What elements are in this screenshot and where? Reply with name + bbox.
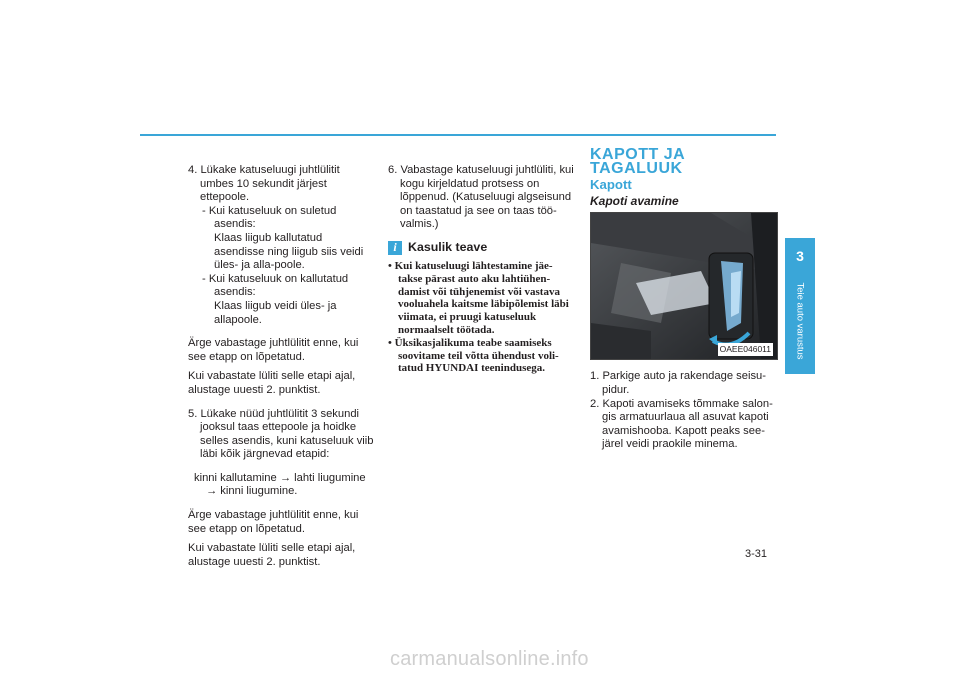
section-title: KAPOTT JA TAGALUUK	[590, 146, 685, 177]
header-rule	[140, 134, 776, 136]
middle-column	[388, 164, 574, 375]
chapter-label-wrap	[786, 276, 814, 366]
hood-step-2: 2. Kapoti avamiseks tõmmake salon-gis armatuurlaua all asuvat kapoti avamishooba. Kapott peaks see-järel veidi praokile minema.	[590, 397, 773, 451]
warning-3: Ärge vabastage juhtlülitit enne, kui see etapp on lõpetatud.	[188, 509, 359, 535]
info-bullet: • Üksikasjalikuma teabe saamiseks soovitame teil võtta ühendust voli-tatud HYUNDAI teenindusega.	[388, 336, 559, 375]
watermark: carmanualsonline.info	[390, 648, 589, 670]
subsection-title: Kapott	[590, 177, 632, 193]
subsubsection-title: Kapoti avamine	[590, 193, 679, 208]
hood-step-1: 1. Parkige auto ja rakendage seisu-pidur.	[590, 370, 767, 396]
step-4: 4. Lükake katuseluugi juhtlülitit umbes 10 sekundit järjest ettepoole.	[188, 164, 340, 204]
photo-code: OAEE046011	[718, 343, 773, 357]
page-number: 3-31	[745, 548, 768, 560]
step-6: 6. Vabastage katuseluugi juhtlüliti, kui kogu kirjeldatud protsess on lõppenud. (Katuseluugi algseisund on taastatud ja see on taas töö-valmis.)	[388, 164, 574, 231]
dash-closed-text: Klaas liigub kallutatud asendisse ning liigub siis veidi üles- ja alla-poole.	[214, 231, 364, 272]
chapter-number: 3	[796, 248, 804, 264]
hood-release-photo	[590, 212, 778, 360]
info-header	[388, 241, 574, 255]
info-note	[388, 260, 574, 375]
dash-tilted-text: Klaas liigub veidi üles- ja allapoole.	[214, 299, 337, 326]
left-column	[188, 164, 374, 569]
dash-group-1	[188, 205, 374, 327]
chapter-label: Teie auto varustus	[794, 282, 806, 360]
info-bullet: • Kui katuseluugi lähtestamine jäe-takse pärast auto aku lahtiühen-damist või tühjenemist või vastava vooluahela kaitsme läbipõlemist läbi viimata, ei pruugi katuseluuk normaalselt töötada.	[388, 259, 569, 336]
hood-release-illustration	[591, 213, 777, 359]
right-column	[590, 146, 776, 452]
step-5: 5. Lükake nüüd juhtlülitit 3 sekundi jooksul taas ettepoole ja hoidke selles asendis, kuni katuseluuk viib läbi kõik järgnevad etapid:	[188, 407, 374, 461]
warning-1: Ärge vabastage juhtlülitit enne, kui see etapp on lõpetatud.	[188, 337, 359, 363]
info-icon: i	[388, 241, 402, 255]
warning-2: Kui vabastate lüliti selle etapi ajal, alustage uuesti 2. punktist.	[188, 370, 356, 396]
info-title: Kasulik teave	[408, 240, 488, 255]
dash-tilted: - Kui katuseluuk on kallutatud asendis:	[202, 272, 349, 299]
sequence-text: kinni kallutamine → lahti liugumine → kinni liugumine.	[194, 471, 366, 498]
warning-4: Kui vabastate lüliti selle etapi ajal, alustage uuesti 2. punktist.	[188, 542, 356, 568]
dash-closed: - Kui katuseluuk on suletud asendis:	[202, 204, 337, 231]
